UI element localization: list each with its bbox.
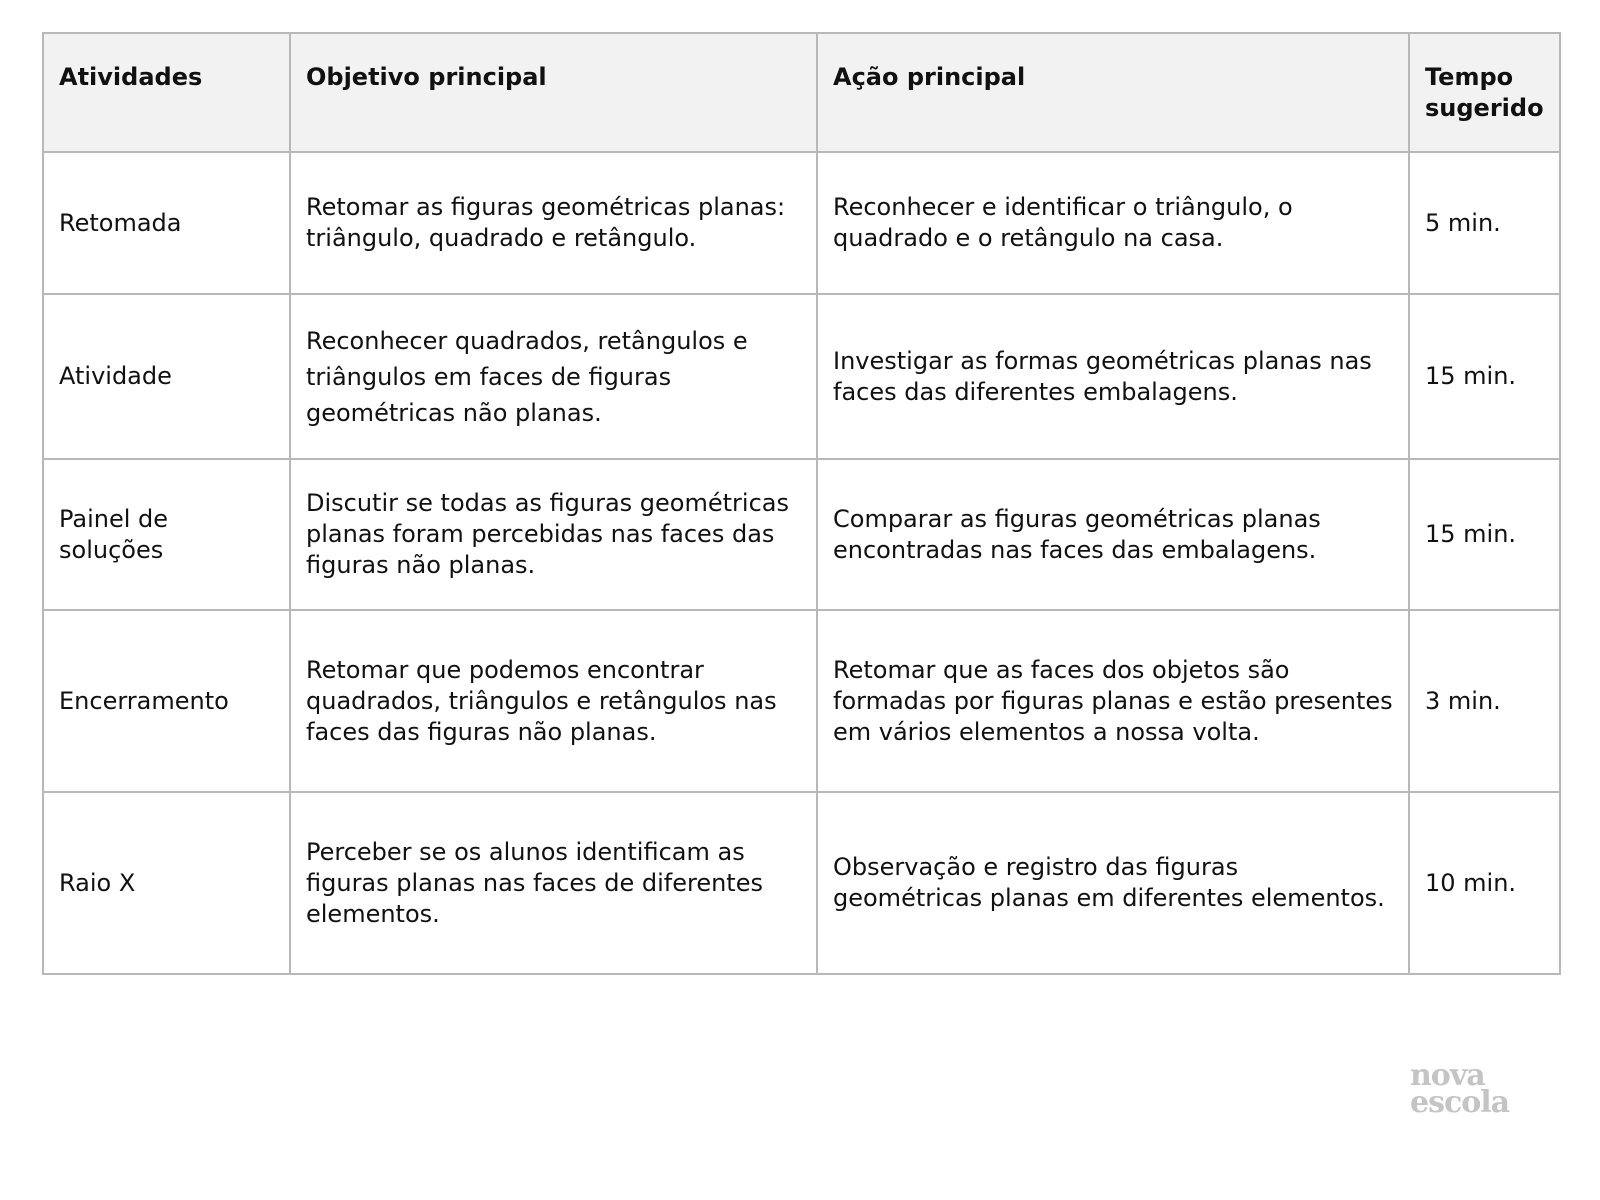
cell-objetivo: Discutir se todas as figuras geométricas planas foram percebidas nas faces das figuras não planas. xyxy=(290,459,817,610)
table-row xyxy=(43,152,1560,294)
table-row xyxy=(43,294,1560,459)
cell-acao: Comparar as figuras geométricas planas encontradas nas faces das embalagens. xyxy=(817,459,1409,610)
table-row xyxy=(43,459,1560,610)
cell-atividade: Atividade xyxy=(43,294,290,459)
cell-tempo: 3 min. xyxy=(1409,610,1560,792)
table-row xyxy=(43,610,1560,792)
cell-atividade: Retomada xyxy=(43,152,290,294)
header-acao-principal: Ação principal xyxy=(817,33,1409,152)
cell-objetivo: Retomar as figuras geométricas planas: triângulo, quadrado e retângulo. xyxy=(290,152,817,294)
cell-tempo: 15 min. xyxy=(1409,459,1560,610)
nova-escola-logo xyxy=(1410,1058,1530,1120)
header-atividades: Atividades xyxy=(43,33,290,152)
cell-acao: Investigar as formas geométricas planas nas faces das diferentes embalagens. xyxy=(817,294,1409,459)
logo-line-2: escola xyxy=(1410,1085,1510,1120)
cell-objetivo: Perceber se os alunos identificam as figuras planas nas faces de diferentes elementos. xyxy=(290,792,817,974)
cell-tempo: 10 min. xyxy=(1409,792,1560,974)
cell-tempo: 5 min. xyxy=(1409,152,1560,294)
cell-acao: Reconhecer e identificar o triângulo, o quadrado e o retângulo na casa. xyxy=(817,152,1409,294)
header-objetivo-principal: Objetivo principal xyxy=(290,33,817,152)
cell-objetivo: Reconhecer quadrados, retângulos e triângulos em faces de figuras geométricas não planas. xyxy=(290,294,817,459)
cell-objetivo: Retomar que podemos encontrar quadrados, triângulos e retângulos nas faces das figuras não planas. xyxy=(290,610,817,792)
lesson-plan-table xyxy=(42,32,1561,975)
table-row xyxy=(43,792,1560,974)
cell-atividade: Raio X xyxy=(43,792,290,974)
cell-atividade: Painel de soluções xyxy=(43,459,290,610)
cell-atividade: Encerramento xyxy=(43,610,290,792)
cell-acao: Retomar que as faces dos objetos são formadas por figuras planas e estão presentes em vários elementos a nossa volta. xyxy=(817,610,1409,792)
table-header-row xyxy=(43,33,1560,152)
cell-tempo: 15 min. xyxy=(1409,294,1560,459)
header-tempo-sugerido: Tempo sugerido xyxy=(1409,33,1560,152)
cell-acao: Observação e registro das figuras geométricas planas em diferentes elementos. xyxy=(817,792,1409,974)
logo-line-1: nova xyxy=(1410,1058,1485,1093)
